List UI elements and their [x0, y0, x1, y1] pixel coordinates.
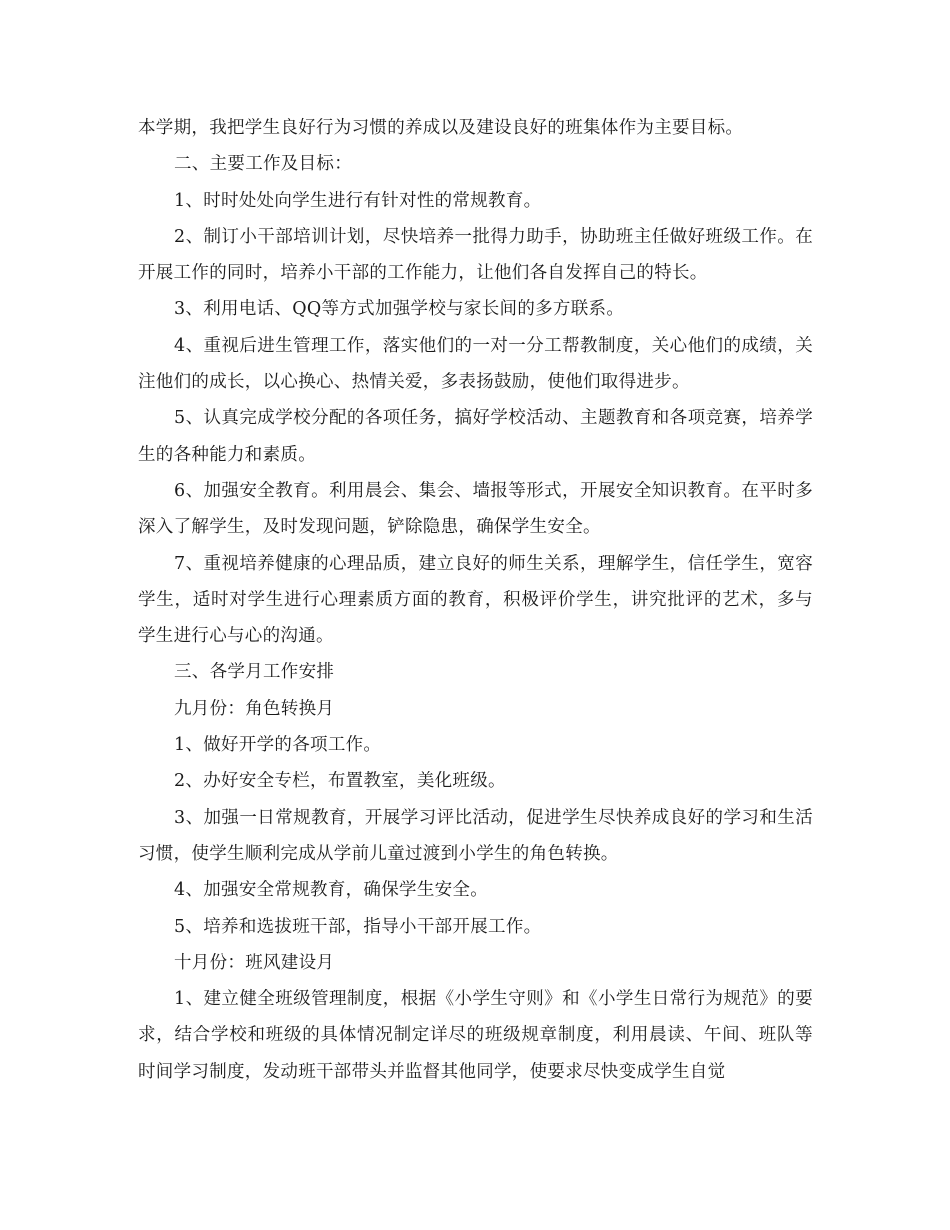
paragraph-goal-2: 2、制订小干部培训计划，尽快培养一批得力助手，协助班主任做好班级工作。在开展工作的同时，培养小干部的工作能力，让他们各自发挥自己的特长。 — [138, 226, 813, 284]
paragraph-intro: 本学期，我把学生良好行为习惯的养成以及建设良好的班集体作为主要目标。 — [138, 118, 744, 138]
document-body — [138, 110, 813, 1090]
month-heading-september: 九月份：角色转换月 — [174, 698, 335, 719]
paragraph-goal-5: 5、认真完成学校分配的各项任务，搞好学校活动、主题教育和各项竞赛，培养学生的各种能力和素质。 — [138, 408, 813, 465]
paragraph-october-1: 1、建立健全班级管理制度，根据《小学生守则》和《小学生日常行为规范》的要求，结合学校和班级的具体情况制定详尽的班级规章制度，利用晨读、午间、班队等时间学习制度，发动班干部带头并监督其他同学，使要求尽快变成学生自觉 — [138, 989, 813, 1082]
paragraph-september-4: 4、加强安全常规教育，确保学生安全。 — [174, 880, 489, 901]
paragraph-goal-4: 4、重视后进生管理工作，落实他们的一对一分工帮教制度，关心他们的成绩，关注他们的成长，以心换心、热情关爱，多表扬鼓励，使他们取得进步。 — [138, 335, 813, 393]
section-heading-monthly-plan: 三、各学月工作安排 — [174, 662, 335, 683]
paragraph-goal-3: 3、利用电话、QQ等方式加强学校与家长间的多方联系。 — [174, 299, 625, 320]
paragraph-goal-1: 1、时时处处向学生进行有针对性的常规教育。 — [174, 190, 542, 211]
section-heading-main-work: 二、主要工作及目标： — [174, 154, 352, 175]
paragraph-september-2: 2、办好安全专栏，布置教室，美化班级。 — [174, 771, 506, 792]
paragraph-goal-7: 7、重视培养健康的心理品质，建立良好的师生关系，理解学生，信任学生，宽容学生，适时对学生进行心理素质方面的教育，积极评价学生，讲究批评的艺术，多与学生进行心与心的沟通。 — [138, 553, 813, 647]
month-heading-october: 十月份：班风建设月 — [174, 952, 335, 973]
paragraph-september-1: 1、做好开学的各项工作。 — [174, 735, 382, 756]
paragraph-september-5: 5、培养和选拔班干部，指导小干部开展工作。 — [174, 916, 542, 937]
paragraph-goal-6: 6、加强安全教育。利用晨会、集会、墙报等形式，开展安全知识教育。在平时多深入了解学生，及时发现问题，铲除隐患，确保学生安全。 — [138, 480, 813, 538]
paragraph-september-3: 3、加强一日常规教育，开展学习评比活动，促进学生尽快养成良好的学习和生活习惯，使学生顺利完成从学前儿童过渡到小学生的角色转换。 — [138, 807, 813, 864]
